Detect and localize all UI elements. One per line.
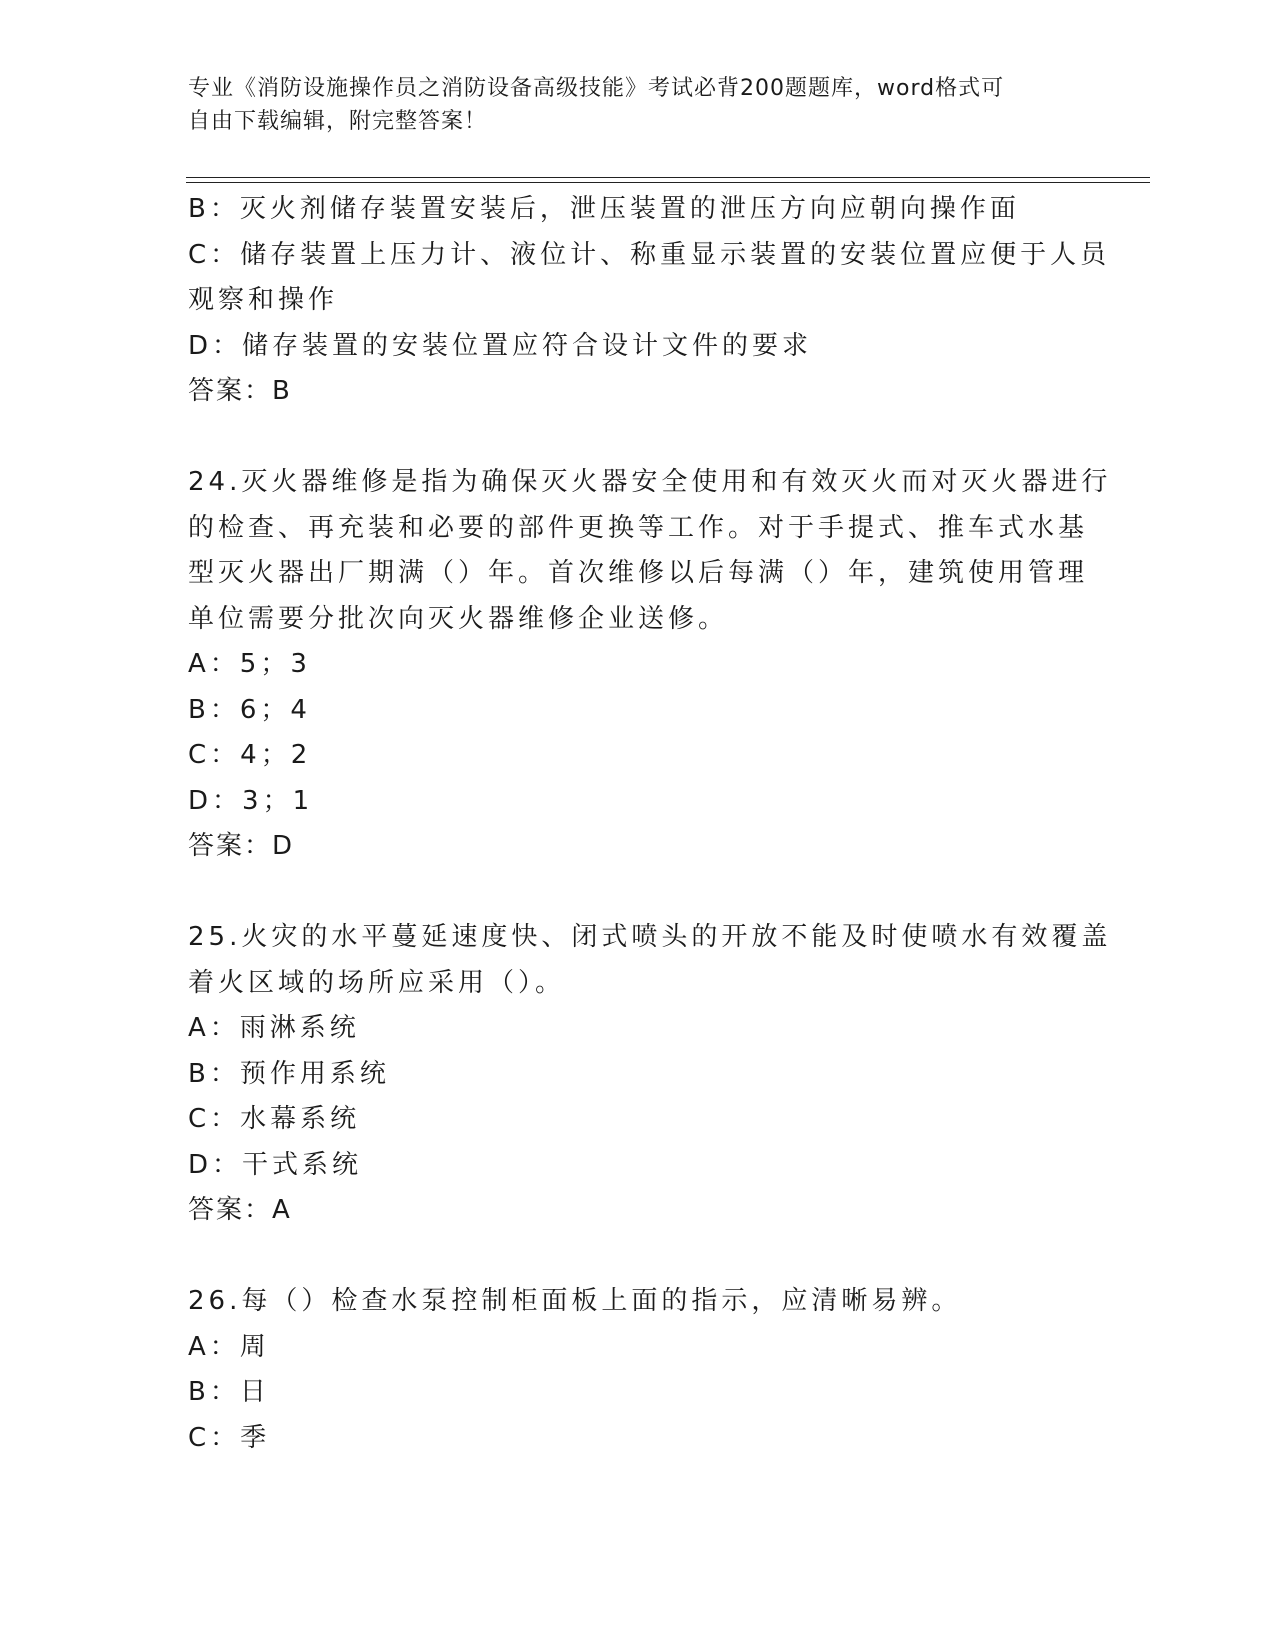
header-divider-top xyxy=(186,177,1150,178)
answer: 答案：B xyxy=(188,376,292,406)
question-stem: 26.每（）检查水泵控制柜面板上面的指示，应清晰易辨。 xyxy=(188,1286,962,1316)
question-23 xyxy=(188,187,1111,415)
question-stem: 24.灭火器维修是指为确保灭火器安全使用和有效灭火而对灭火器进行 xyxy=(188,467,1112,497)
option-a: A：周 xyxy=(188,1331,270,1362)
question-stem: 25.火灾的水平蔓延速度快、闭式喷头的开放不能及时使喷水有效覆盖 xyxy=(188,922,1112,952)
option-c: C：储存装置上压力计、液位计、称重显示装置的安装位置应便于人员 xyxy=(188,239,1111,270)
option-c: C：季 xyxy=(188,1422,271,1453)
option-b: B：预作用系统 xyxy=(188,1058,390,1089)
option-c: C：4；2 xyxy=(188,740,312,770)
header-line-1: 专业《消防设施操作员之消防设备高级技能》考试必背200题题库，word格式可 xyxy=(188,76,1005,101)
option-d: D：干式系统 xyxy=(188,1149,363,1180)
answer: 答案：A xyxy=(188,1195,292,1225)
option-a: A：雨淋系统 xyxy=(188,1013,360,1043)
question-stem-continued: 着火区域的场所应采用（）。 xyxy=(188,967,566,998)
header-line-2: 自由下载编辑，附完整答案！ xyxy=(188,109,488,134)
question-26 xyxy=(188,1279,1088,1461)
option-c: C：水幕系统 xyxy=(188,1104,361,1134)
option-b: B：灭火剂储存装置安装后，泄压装置的泄压方向应朝向操作面 xyxy=(188,194,1020,224)
option-c-continued: 观察和操作 xyxy=(188,285,339,315)
question-stem-continued: 单位需要分批次向灭火器维修企业送修。 xyxy=(188,603,729,634)
question-list xyxy=(188,187,1112,1461)
header-divider-bottom xyxy=(186,182,1150,183)
option-d: D：储存装置的安装位置应符合设计文件的要求 xyxy=(188,330,813,361)
answer: 答案：D xyxy=(188,831,295,861)
option-a: A：5；3 xyxy=(188,649,311,679)
question-stem-continued: 的检查、再充装和必要的部件更换等工作。对于手提式、推车式水基 xyxy=(188,512,1089,543)
document-header xyxy=(188,72,1068,138)
option-b: B：日 xyxy=(188,1377,270,1407)
option-b: B：6；4 xyxy=(188,694,311,725)
question-stem-continued: 型灭火器出厂期满（）年。首次维修以后每满（）年，建筑使用管理 xyxy=(188,558,1089,588)
question-25 xyxy=(188,915,1112,1234)
question-24 xyxy=(188,460,1112,870)
option-d: D：3；1 xyxy=(188,785,314,816)
